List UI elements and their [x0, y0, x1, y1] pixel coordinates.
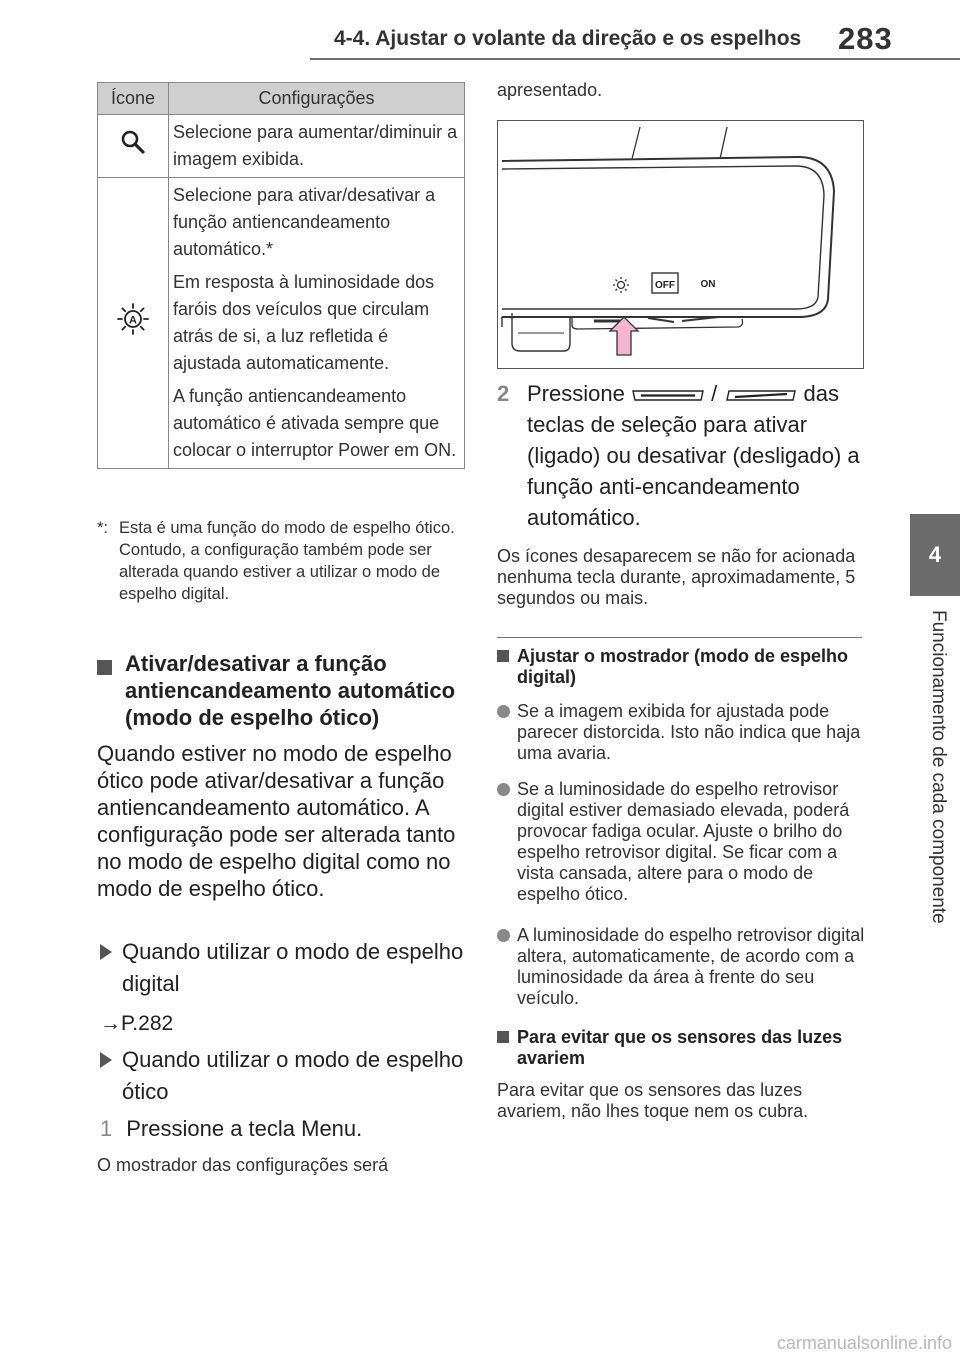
circle-bullet-icon [497, 783, 510, 796]
figure-on-label: ON [700, 279, 716, 290]
chapter-tab [910, 514, 960, 596]
step-2-note: Os ícones desaparecem se não for acionada nenhuma tecla durante, aproximadamente, 5 segundos ou mais. [497, 546, 856, 608]
sub-item-optical [100, 1044, 472, 1108]
table-row [98, 178, 465, 469]
settings-cell [169, 178, 465, 469]
icon-cell [98, 115, 169, 178]
footnote-mark: *: [97, 519, 109, 537]
chapter-title: Funcionamento de cada componente [928, 610, 949, 924]
bullet-item [497, 925, 867, 1009]
intro-paragraph: Quando estiver no modo de espelho ótico pode ativar/desativar a função antiencandeamento automático. A configuração pode ser alterada tanto no modo de espelho digital como no modo de espelho ótico. [97, 741, 456, 901]
heading-text: Para evitar que os sensores das luzes avariem [517, 1027, 843, 1068]
settings-table [97, 82, 465, 469]
watermark: carmanualsonline.info [776, 1333, 952, 1353]
chapter-number: 4 [928, 542, 942, 567]
heading-text: Ativar/desativar a função antiencandeamento automático (modo de espelho ótico) [125, 651, 456, 730]
bullet-text: Se a imagem exibida for ajustada pode parecer distorcida. Isto não indica que haja uma avaria. [517, 701, 861, 763]
step-text: Pressione a tecla Menu. [126, 1116, 363, 1141]
square-bullet-icon [497, 1031, 509, 1043]
page-reference[interactable]: →P.282 [100, 1012, 174, 1035]
settings-text: Em resposta à luminosidade dos faróis dos veículos que circulam atrás de si, a luz refletida é ajustada automaticamente. [173, 272, 435, 373]
footnote [97, 517, 467, 605]
heading-sensors [497, 1027, 867, 1069]
settings-text: Selecione para aumentar/diminuir a imagem exibida. [173, 122, 458, 169]
square-bullet-icon [497, 650, 509, 662]
magnifier-icon [120, 129, 146, 155]
step-2 [497, 378, 867, 533]
section-title: 4-4. Ajustar o volante da direção e os espelhos [334, 27, 802, 50]
step-2-separator: / [711, 381, 718, 406]
step-1 [100, 1116, 362, 1142]
step-2-rest: das teclas de seleção para ativar (ligado) ou desativar (desligado) a função anti-encandeamento automático. [527, 381, 860, 530]
right-select-key-icon [723, 389, 797, 402]
settings-text: A função antiencandeamento automático é ativada sempre que colocar o interruptor Power em ON. [173, 386, 457, 460]
mirror-illustration [497, 120, 864, 369]
figure-off-label: OFF [655, 280, 675, 291]
step-number: 2 [497, 381, 510, 406]
settings-cell [169, 115, 465, 178]
section-heading-antiglare [97, 650, 467, 731]
page-number: 283 [838, 21, 893, 56]
bullet-item [497, 779, 867, 905]
chapter-title-vertical [915, 610, 955, 980]
triangle-bullet-icon [100, 1052, 112, 1068]
section-divider [497, 637, 862, 638]
header-rule [310, 58, 960, 60]
left-select-key-icon [631, 389, 705, 402]
continuation-text: apresentado. [497, 80, 603, 100]
circle-bullet-icon [497, 929, 510, 942]
settings-text: Selecione para ativar/desativar a função antiencandeamento automático.* [173, 185, 436, 259]
sub-item-text: Quando utilizar o modo de espelho ótico [122, 1047, 464, 1104]
icon-cell [98, 178, 169, 469]
table-row [98, 115, 465, 178]
step-2-lead: Pressione [527, 381, 625, 406]
auto-antiglare-sun-icon [116, 302, 150, 336]
table-header-row [98, 83, 465, 115]
sun-icon [613, 277, 629, 293]
col-header-icon: Ícone [98, 83, 169, 115]
sub-item-digital [100, 936, 472, 1000]
svg-text:A: A [129, 314, 137, 327]
bullet-text: Se a luminosidade do espelho retrovisor digital estiver demasiado elevada, poderá provocar fadiga ocular. Ajuste o brilho do espelho retrovisor digital. Se ficar com a vista cansada, altere para o modo de espelho ótico. [517, 779, 850, 904]
heading-text: Ajustar o mostrador (modo de espelho digital) [517, 646, 849, 687]
col-header-settings: Configurações [169, 83, 465, 115]
sensors-text: Para evitar que os sensores das luzes avariem, não lhes toque nem os cubra. [497, 1080, 809, 1121]
sub-item-text: Quando utilizar o modo de espelho digital [122, 939, 464, 996]
mirror-drawing [498, 121, 863, 368]
heading-display-adjust [497, 646, 867, 688]
circle-bullet-icon [497, 705, 510, 718]
square-bullet-icon [97, 660, 112, 675]
step-1-note: O mostrador das configurações será [97, 1155, 389, 1175]
bullet-text: A luminosidade do espelho retrovisor digital altera, automaticamente, de acordo com a luminosidade da área à frente do seu veículo. [517, 925, 865, 1008]
step-number: 1 [100, 1116, 113, 1141]
bullet-item [497, 701, 867, 764]
footnote-text: Esta é uma função do modo de espelho ótico. Contudo, a configuração também pode ser alterada quando estiver a utilizar o modo de espelho digital. [119, 519, 455, 603]
triangle-bullet-icon [100, 944, 112, 960]
step-text [527, 378, 867, 533]
